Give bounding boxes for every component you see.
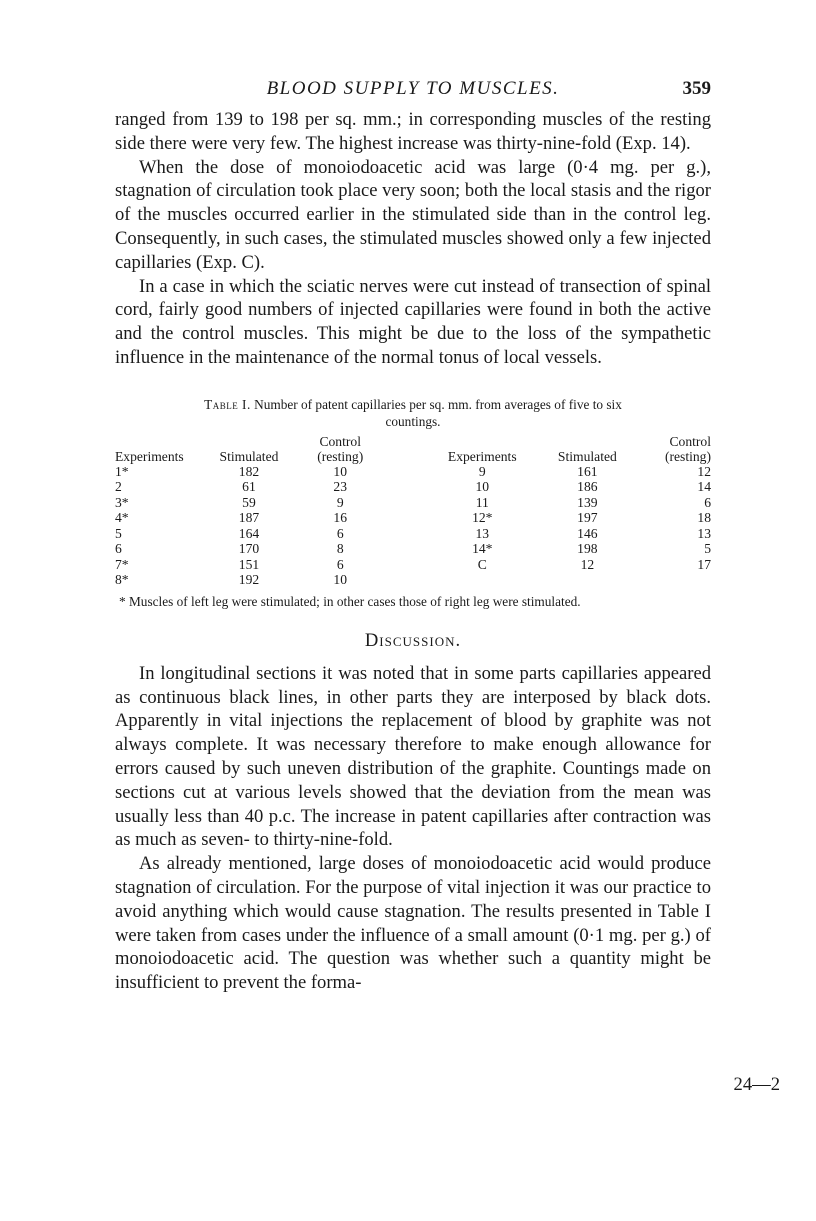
cell-stimulated-left: 170 xyxy=(238,541,260,557)
cell-control-right: 13 xyxy=(697,525,711,541)
header-control-line2: (resting) xyxy=(317,448,364,464)
header-control-right xyxy=(637,434,711,464)
table-row xyxy=(115,572,711,588)
cell-experiment-left: 1* xyxy=(115,463,129,479)
table-row xyxy=(115,510,711,526)
cell-stimulated-left: 187 xyxy=(238,510,260,526)
cell-control-left: 8 xyxy=(336,541,344,557)
cell-experiment-right: 14* xyxy=(472,541,493,557)
page-header xyxy=(115,78,711,108)
cell-stimulated-right: 161 xyxy=(577,463,598,479)
table-row xyxy=(115,464,711,480)
cell-experiment-left: 3* xyxy=(115,494,129,510)
cell-experiment-right: C xyxy=(477,556,487,572)
cell-experiment-left: 7* xyxy=(115,556,129,572)
cell-control-left: 9 xyxy=(336,494,344,510)
header-stimulated-right: Stimulated xyxy=(557,448,617,464)
cell-experiment-left: 5 xyxy=(115,525,122,541)
table-row xyxy=(115,526,711,542)
cell-control-right xyxy=(637,572,711,588)
cell-stimulated-left: 151 xyxy=(238,556,260,572)
section-heading-discussion: Discussion. xyxy=(364,629,462,651)
cell-experiment-left: 4* xyxy=(115,510,129,526)
header-experiments-left: Experiments xyxy=(115,448,184,464)
table-caption xyxy=(178,396,648,430)
cell-stimulated-right: 146 xyxy=(577,525,598,541)
cell-stimulated-left: 182 xyxy=(238,463,260,479)
cell-stimulated-right: 197 xyxy=(577,510,598,526)
cell-stimulated-right: 186 xyxy=(577,479,598,495)
table-header-row xyxy=(115,434,711,464)
paragraph-large-dose: When the dose of monoiodoacetic acid was large (0·4 mg. per g.), stagnation of circulation took place very soon; both the local stasis and the rigor of the muscles occurred earlier in the stimulated side than in the control leg. Consequently, in such cases, the stimulated muscles showed only a few injected capillaries (Exp. C). xyxy=(115,156,711,273)
cell-control-left: 23 xyxy=(333,479,348,495)
page-number: 359 xyxy=(682,78,711,99)
table-row xyxy=(115,495,711,511)
paragraph-monoiodoacetic: As already mentioned, large doses of monoiodoacetic acid would produce stagnation of circulation. For the purpose of vital injection it was our practice to avoid anything which would cause stagnation. The results presented in Table I were taken from cases under the influence of a small amount (0·1 mg. per g.) of monoiodoacetic acid. The question was whether such a quantity might be insufficient to prevent the forma- xyxy=(115,853,711,994)
cell-experiment-right: 10 xyxy=(475,479,490,495)
cell-control-left: 10 xyxy=(333,572,348,588)
cell-control-right: 6 xyxy=(704,494,711,510)
cell-control-right: 12 xyxy=(697,463,711,479)
signature-mark: 24—2 xyxy=(733,1074,780,1095)
header-control-line2: (resting) xyxy=(664,448,711,464)
cell-stimulated-left: 192 xyxy=(238,572,260,588)
cell-control-left: 16 xyxy=(333,510,348,526)
cell-experiment-right: 11 xyxy=(475,494,489,510)
cell-experiment-right: 13 xyxy=(475,525,490,541)
cell-stimulated-left: 61 xyxy=(242,479,256,495)
cell-control-left: 6 xyxy=(336,556,344,572)
header-stimulated-left: Stimulated xyxy=(219,448,279,464)
cell-stimulated-left: 59 xyxy=(242,494,256,510)
cell-stimulated-left: 164 xyxy=(238,525,260,541)
cell-experiment-left: 8* xyxy=(115,572,129,588)
cell-control-left: 6 xyxy=(336,525,344,541)
header-control-line1: Control xyxy=(319,433,361,449)
cell-stimulated-right xyxy=(538,572,637,588)
capillary-table xyxy=(115,434,711,588)
cell-experiment-right: 12* xyxy=(472,510,493,526)
page xyxy=(115,78,711,995)
header-control-left xyxy=(300,434,381,464)
cell-experiment-right: 9 xyxy=(478,463,486,479)
header-control-line1: Control xyxy=(669,433,711,449)
paragraph-longitudinal-sections: In longitudinal sections it was noted that in some parts capillaries appeared as continuous black lines, in other parts they are interposed by black dots. Apparently in vital injections the replacement of blood by graphite was not always complete. It was necessary therefore to make enough allowance for errors caused by such uneven distribution of the graphite. Countings made on sections cut at various levels showed that the deviation from the mean was usually less than 40 p.c. The increase in patent capillaries after contraction was as much as seven- to thirty-nine-fold. xyxy=(115,662,711,851)
table-row xyxy=(115,541,711,557)
header-experiments-right: Experiments xyxy=(447,448,517,464)
cell-control-right: 14 xyxy=(697,479,711,495)
table-row xyxy=(115,479,711,495)
cell-control-right: 5 xyxy=(704,541,711,557)
cell-control-right: 17 xyxy=(697,556,711,572)
cell-control-left: 10 xyxy=(333,463,348,479)
table-footnote: * Muscles of left leg were stimulated; in other cases those of right leg were stimulated. xyxy=(119,593,581,609)
cell-control-right: 18 xyxy=(697,510,711,526)
paragraph-continuation: ranged from 139 to 198 per sq. mm.; in corresponding muscles of the resting side there were very few. The highest increase was thirty-nine-fold (Exp. 14). xyxy=(115,109,711,154)
cell-stimulated-right: 139 xyxy=(577,494,598,510)
table-caption-text: Number of patent capillaries per sq. mm. from averages of five to six countings. xyxy=(254,396,622,429)
cell-stimulated-right: 198 xyxy=(577,541,598,557)
cell-experiment-right xyxy=(427,572,538,588)
table-caption-label: Table I. xyxy=(204,396,251,412)
cell-experiment-left: 2 xyxy=(115,479,122,495)
paragraph-sciatic-nerves: In a case in which the sciatic nerves were cut instead of transection of spinal cord, fairly good numbers of injected capillaries were found in both the active and the control muscles. This might be due to the loss of the sympathetic influence in the maintenance of the normal tonus of local vessels. xyxy=(115,275,711,368)
running-title: BLOOD SUPPLY TO MUSCLES. xyxy=(266,78,560,99)
table-row xyxy=(115,557,711,573)
cell-stimulated-right: 12 xyxy=(580,556,595,572)
cell-experiment-left: 6 xyxy=(115,541,122,557)
